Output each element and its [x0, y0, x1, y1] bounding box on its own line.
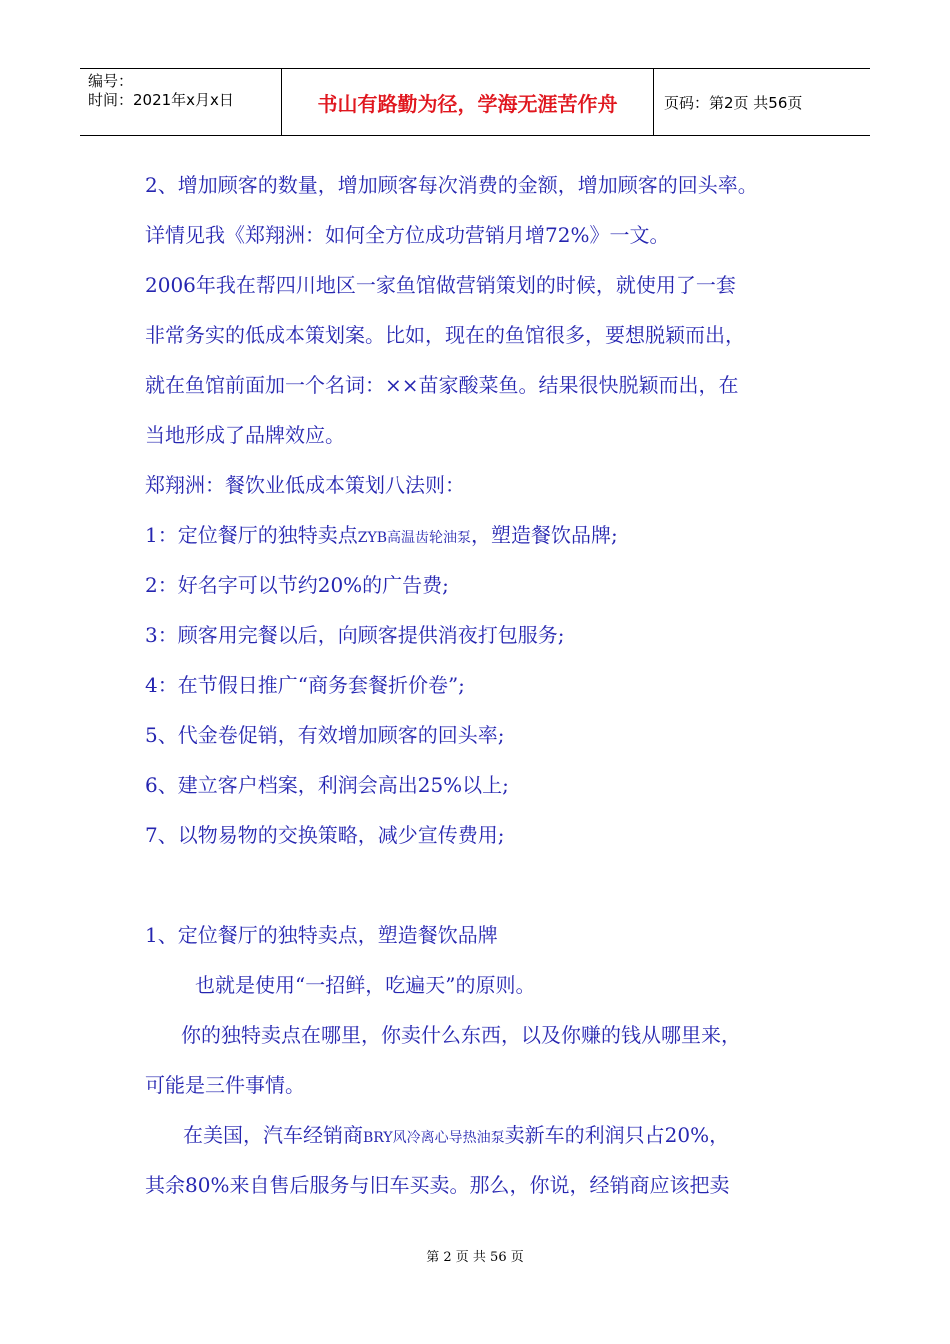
header-page-info: 页码：第2页 共56页 [664, 93, 803, 112]
rule-text: 1：定位餐厅的独特卖点 [145, 523, 358, 547]
rule-item: 7、以物易物的交换策略，减少宣传费用; [145, 823, 505, 847]
body-line: 非常务实的低成本策划案。比如，现在的鱼馆很多，要想脱颖而出， [145, 323, 745, 347]
rule-item: 4：在节假日推广“商务套餐折价卷”; [145, 673, 465, 697]
paragraph-line: 可能是三件事情。 [145, 1073, 305, 1097]
inline-product: BRY风冷离心导热油泵 [363, 1130, 505, 1146]
body-line: 就在鱼馆前面加一个名词：××苗家酸菜鱼。结果很快脱颖而出，在 [145, 373, 739, 397]
body-line: 2006年我在帮四川地区一家鱼馆做营销策划的时候，就使用了一套 [145, 273, 736, 297]
rule-item: 6、建立客户档案，利润会高出25%以上; [145, 773, 509, 797]
paragraph-text: 卖新车的利润只占20%， [504, 1123, 730, 1147]
number-label: 编号： [88, 72, 134, 90]
paragraph-line: 也就是使用“一招鲜，吃遍天”的原则。 [195, 973, 536, 997]
rules-heading: 郑翔洲：餐饮业低成本策划八法则： [145, 473, 465, 497]
time-label: 时间：2021年x月x日 [88, 91, 234, 109]
paragraph-line: 其余80%来自售后服务与旧车买卖。那么，你说，经销商应该把卖 [145, 1173, 730, 1197]
rule-item: 2：好名字可以节约20%的广告费; [145, 573, 449, 597]
rule-inline-product: ZYB高温齿轮油泵 [357, 530, 471, 546]
body-line: 2、增加顾客的数量，增加顾客每次消费的金额，增加顾客的回头率。 [145, 173, 758, 197]
section-title: 1、定位餐厅的独特卖点，塑造餐饮品牌 [145, 923, 498, 947]
rule-item: 3：顾客用完餐以后，向顾客提供消夜打包服务; [145, 623, 565, 647]
paragraph-text: 在美国，汽车经销商 [183, 1123, 363, 1147]
document-body [145, 160, 835, 1210]
paragraph-line [145, 1110, 835, 1160]
blank-line [145, 860, 835, 910]
rule-item: 5、代金卷促销，有效增加顾客的回头率; [145, 723, 505, 747]
rule-item [145, 510, 835, 560]
page-footer: 第 2 页 共 56 页 [426, 1250, 524, 1265]
rule-text: ，塑造餐饮品牌; [471, 523, 618, 547]
page-header [80, 68, 870, 136]
paragraph-line: 你的独特卖点在哪里，你卖什么东西，以及你赚的钱从哪里来， [181, 1023, 741, 1047]
header-motto: 书山有路勤为径，学海无涯苦作舟 [282, 69, 654, 135]
header-meta [80, 69, 282, 135]
body-line: 详情见我《郑翔洲：如何全方位成功营销月增72%》一文。 [145, 223, 670, 247]
body-line: 当地形成了品牌效应。 [145, 423, 345, 447]
